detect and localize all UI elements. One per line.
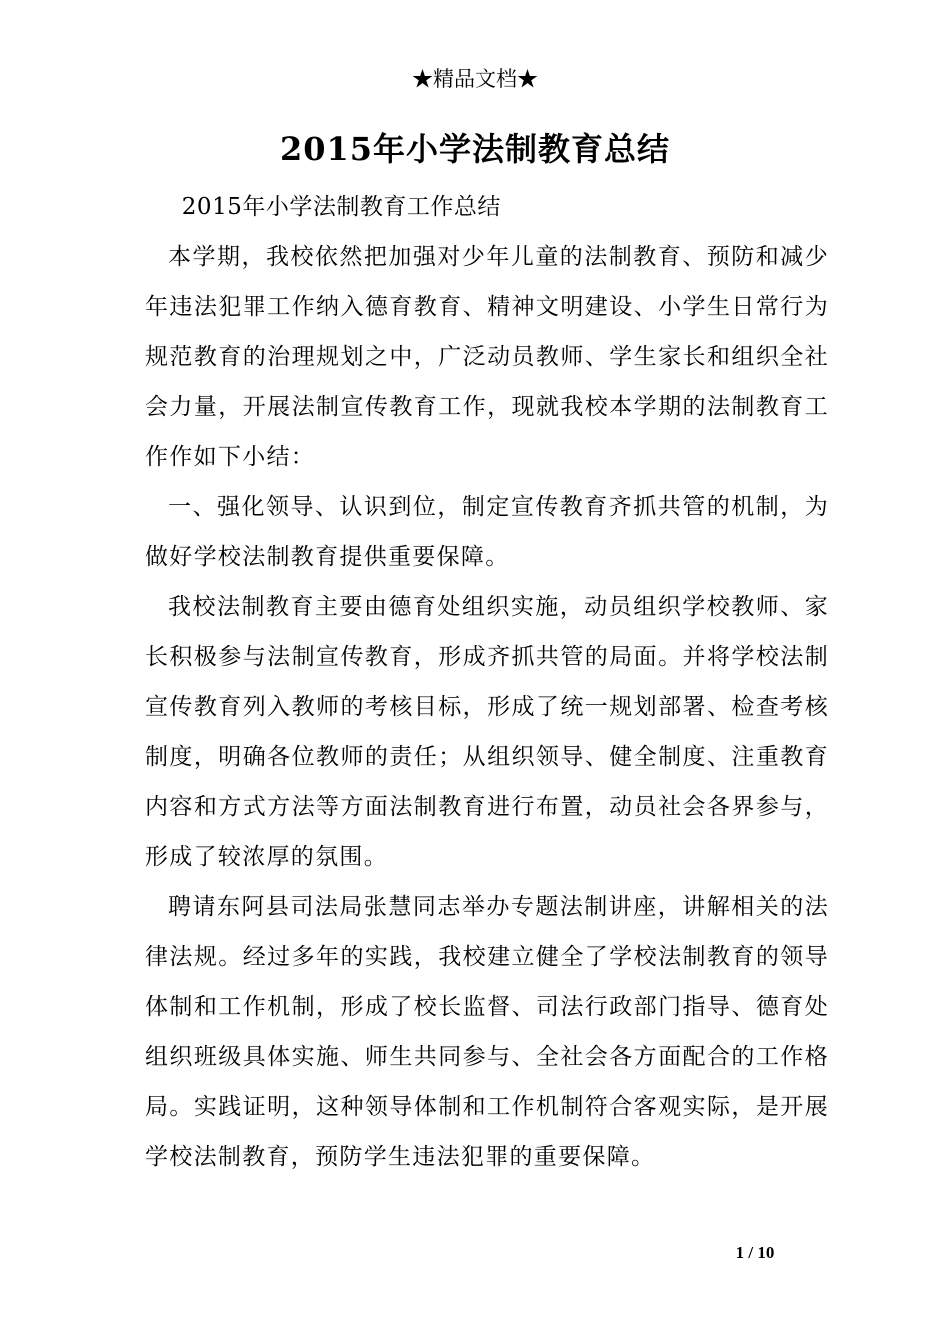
paragraph: 一、强化领导、认识到位，制定宣传教育齐抓共管的机制，为做好学校法制教育提供重要保障。: [145, 494, 829, 570]
page-header: ★精品文档★: [412, 67, 538, 91]
paragraph: 聘请东阿县司法局张慧同志举办专题法制讲座，讲解相关的法律法规。经过多年的实践，我校建立健全了学校法制教育的领导体制和工作机制，形成了校长监督、司法行政部门指导、德育处组织班级具体实施、师生共同参与、全社会各方面配合的工作格局。实践证明，这种领导体制和工作机制符合客观实际，是开展学校法制教育，预防学生违法犯罪的重要保障。: [145, 894, 829, 1170]
paragraph: 本学期，我校依然把加强对少年儿童的法制教育、预防和减少年违法犯罪工作纳入德育教育、精神文明建设、小学生日常行为规范教育的治理规划之中，广泛动员教师、学生家长和组织全社会力量，开展法制宣传教育工作，现就我校本学期的法制教育工作作如下小结：: [145, 244, 829, 470]
document-subtitle: 2015年小学法制教育工作总结: [181, 194, 501, 220]
page-number: 1 / 10: [735, 1243, 775, 1262]
document-body: [145, 182, 829, 1182]
paragraph: 我校法制教育主要由德育处组织实施，动员组织学校教师、家长积极参与法制宣传教育，形成齐抓共管的局面。并将学校法制宣传教育列入教师的考核目标，形成了统一规划部署、检查考核制度，明确各位教师的责任；从组织领导、健全制度、注重教育内容和方式方法等方面法制教育进行布置，动员社会各界参与，形成了较浓厚的氛围。: [145, 594, 829, 870]
document-title: 2015年小学法制教育总结: [279, 130, 671, 168]
